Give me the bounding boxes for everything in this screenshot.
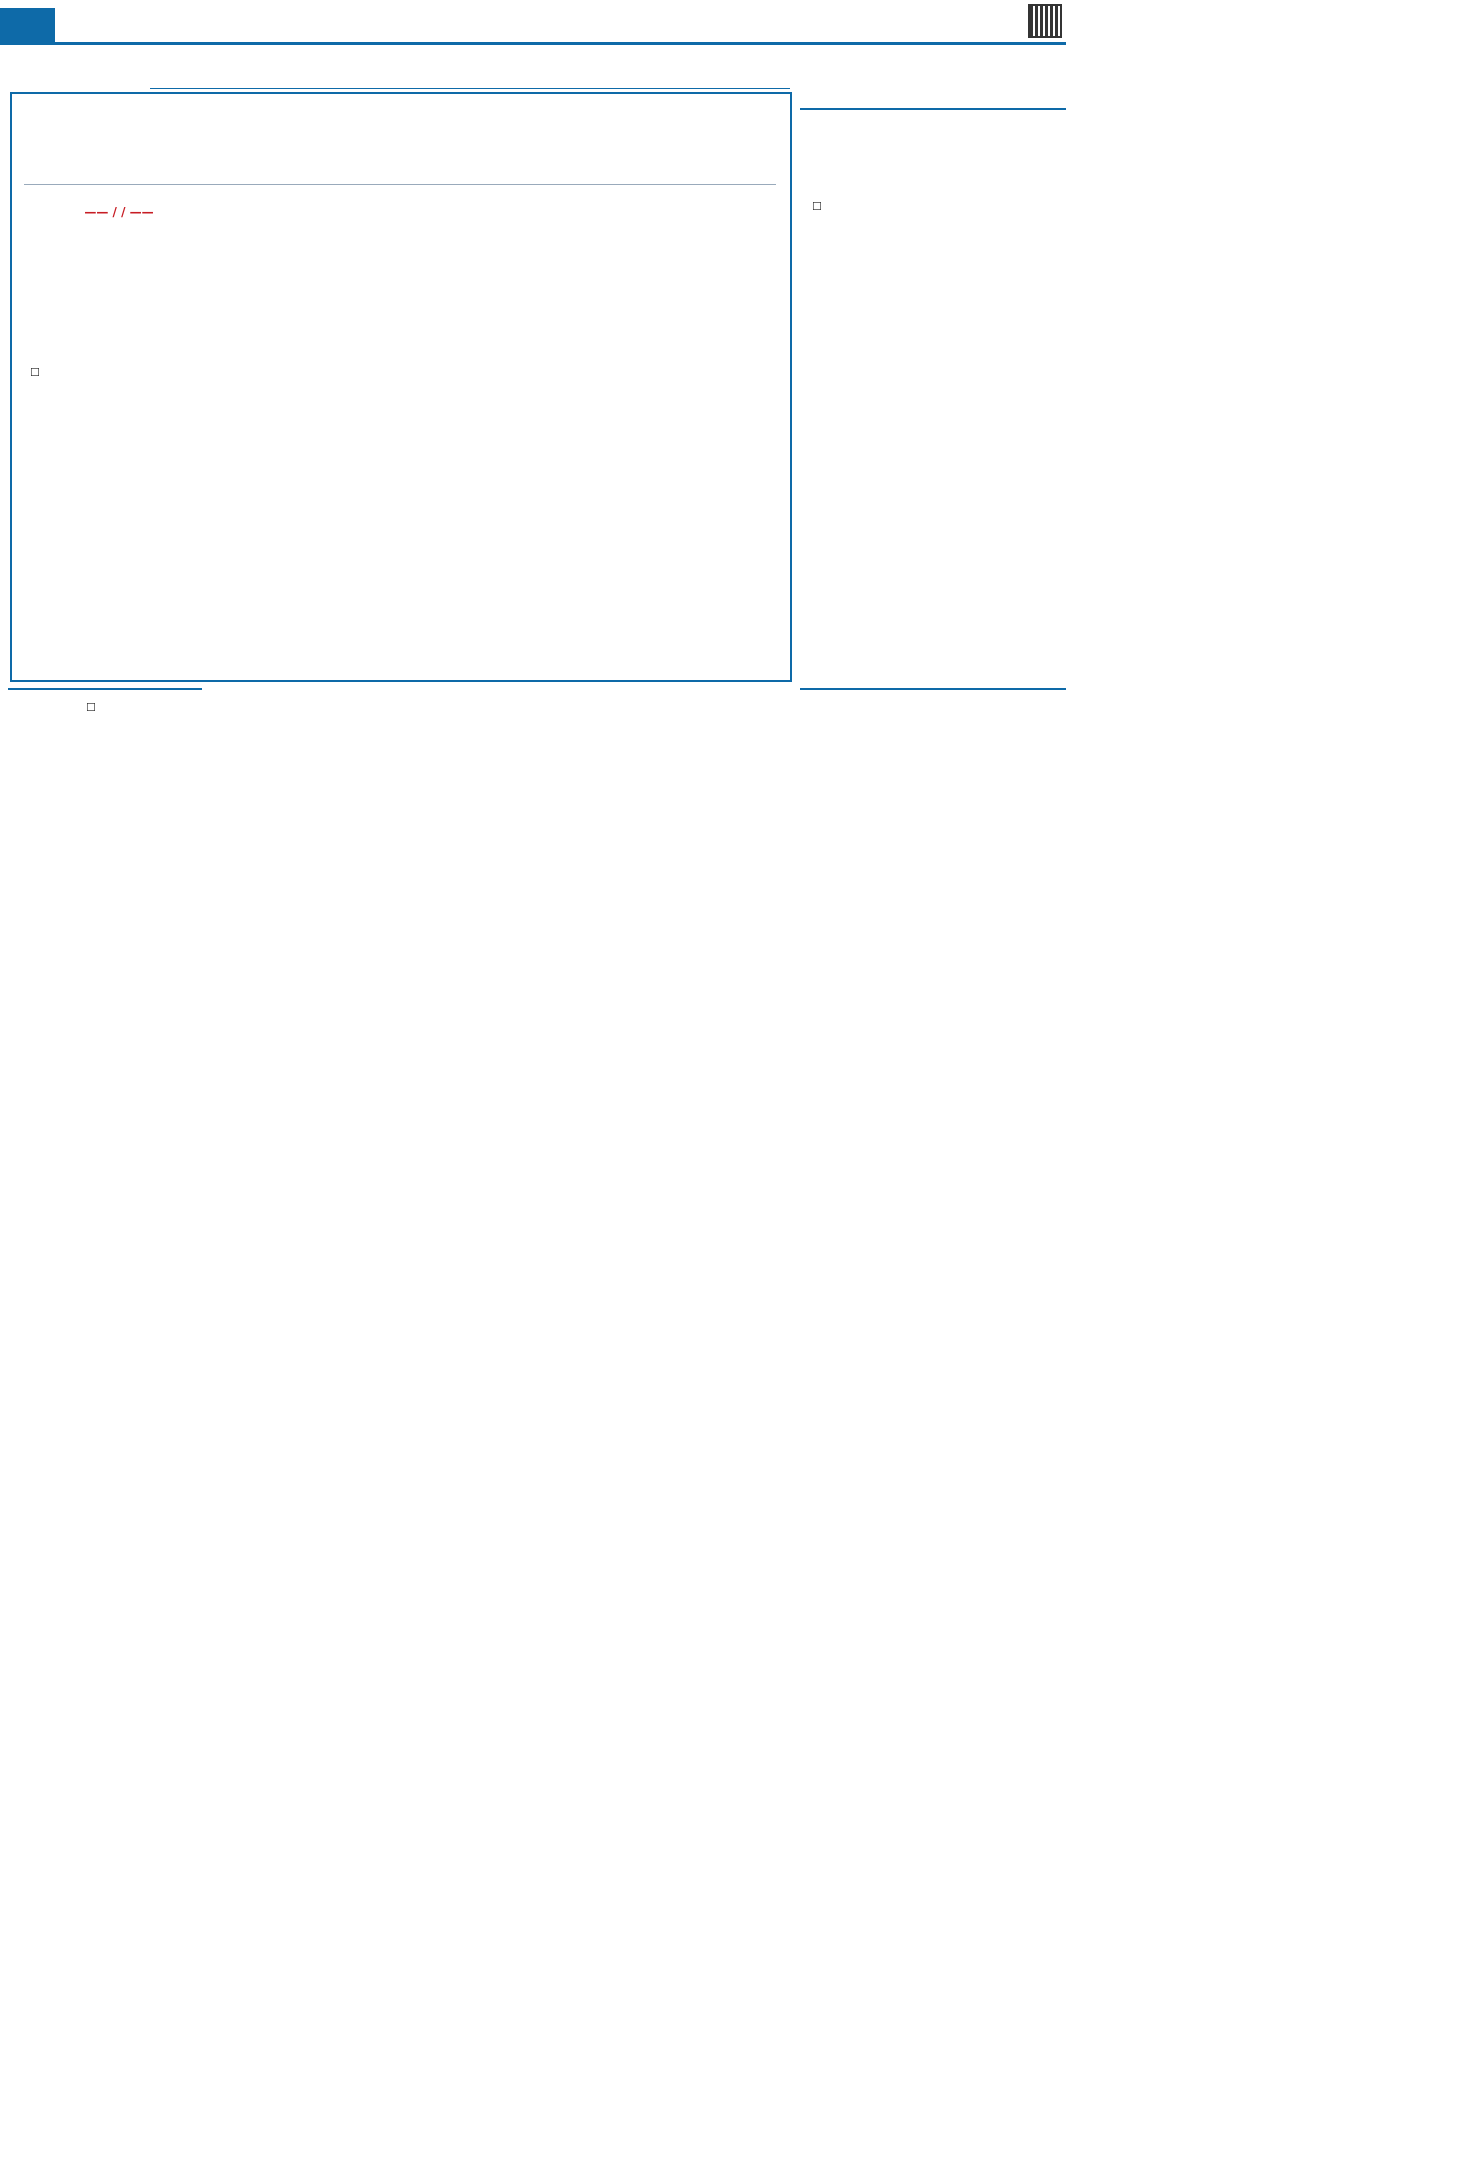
masthead-rule [0,42,1066,45]
feature-byline: ☐ [30,366,40,379]
page-number-block [0,8,55,42]
bio-label: —— / / —— [84,205,154,219]
staff-list [64,9,264,39]
medical-byline: ☐ [86,701,96,714]
opinion-top-rule [800,108,1066,110]
qr-code[interactable] [1028,4,1062,38]
feature-frame [10,92,792,682]
issue-date [832,14,844,29]
medical-top-rule [8,688,202,690]
feature-top-rule [150,88,790,89]
opinion-byline: ☐ [812,200,822,213]
opinion-bottom-rule [800,688,1066,690]
headline-rule [24,184,776,185]
